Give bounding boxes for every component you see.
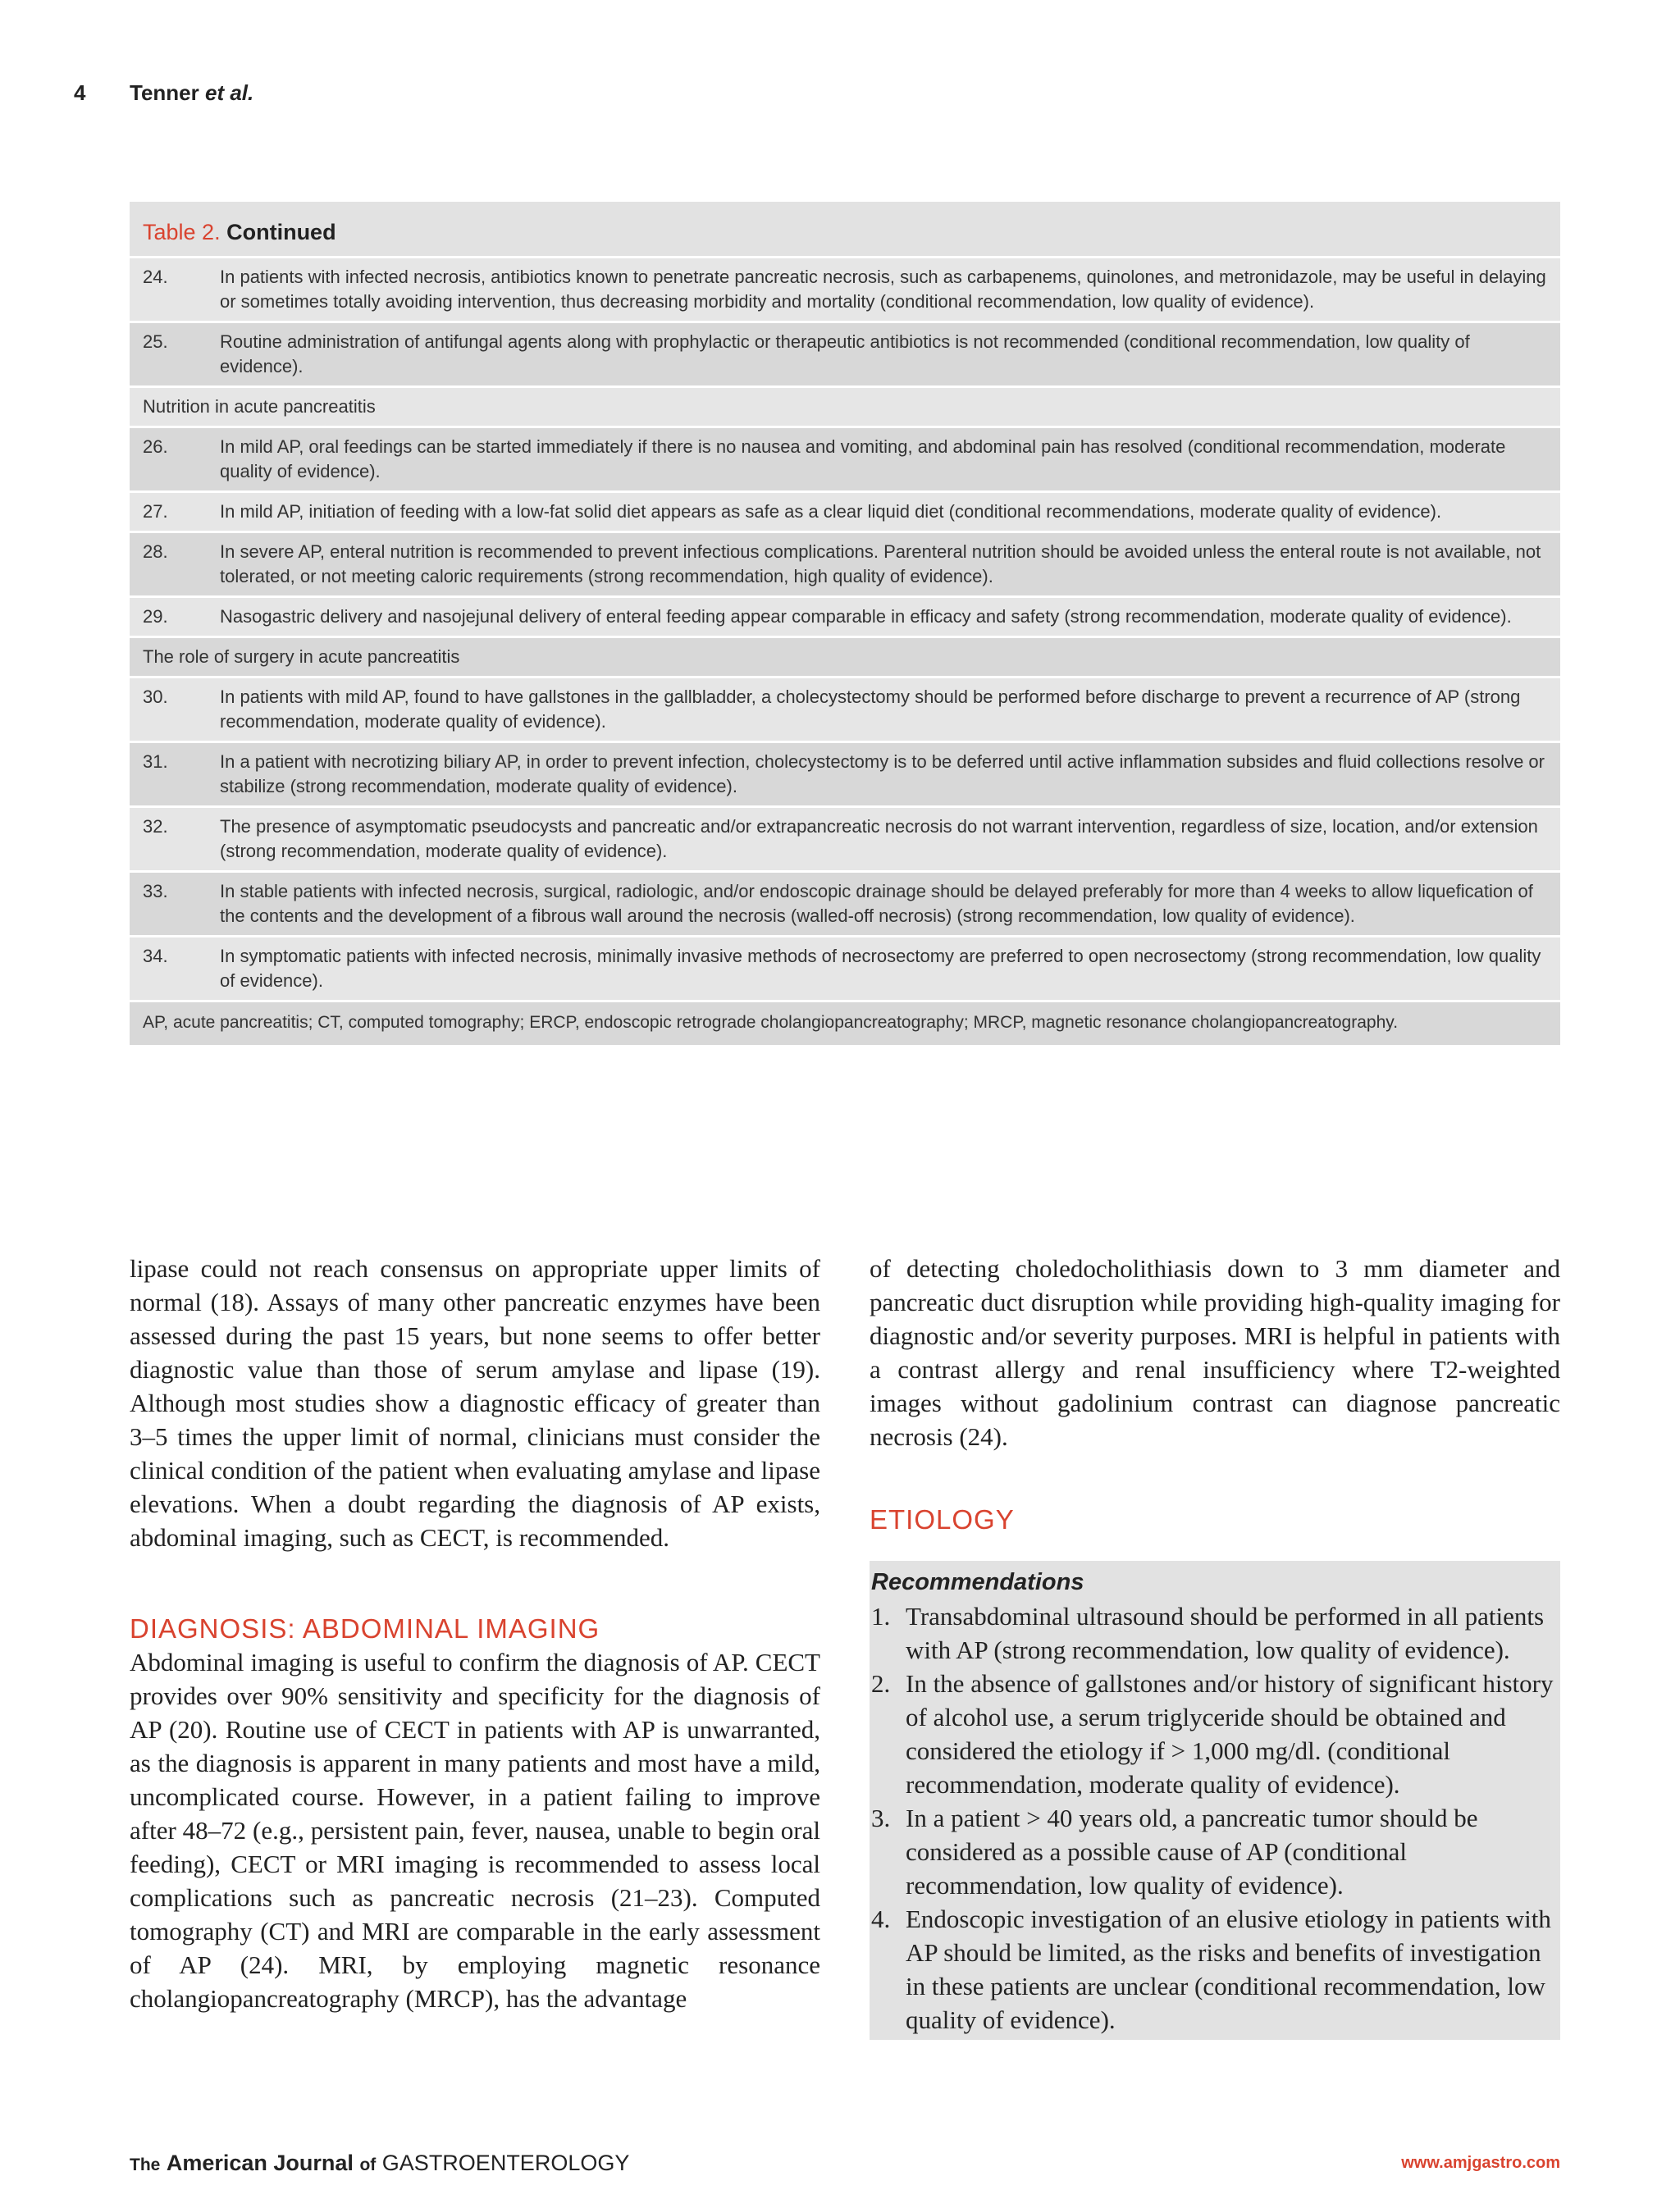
row-number: 28. — [143, 541, 168, 562]
item-text: Endoscopic investigation of an elusive etiology in patients with AP should be limited, as the risks and benefits of investigation in these patients are unclear (conditional recommendation, low quality of evidence). — [906, 1905, 1551, 2034]
table-row — [130, 595, 1560, 636]
row-text: In patients with infected necrosis, antibiotics known to penetrate pancreatic necrosis, such as carbapenems, quinolones, and metronidazole, may be useful in delaying or sometimes totally avoiding intervention, thus decreasing morbidity and mortality (conditional recommendation, low quality of evidence). — [220, 267, 1546, 312]
item-number: 2. — [871, 1669, 891, 1698]
recommendations-table — [130, 202, 1560, 1045]
table-label: Table 2. — [143, 220, 221, 244]
running-head — [74, 80, 253, 106]
left-column — [130, 1252, 820, 2015]
recommendations-box — [870, 1561, 1560, 2040]
table-section-heading: The role of surgery in acute pancreatitis — [130, 636, 1560, 676]
body-paragraph: lipase could not reach consensus on appropriate upper limits of normal (18). Assays of many other pancreatic enzymes have been assessed during the past 15 years, but none seems to offer better diagnostic value than those of serum amylase and lipase (19). Although most studies show a diagnostic efficacy of greater than 3–5 times the upper limit of normal, clinicians must consider the clinical condition of the patient when evaluating amylase and lipase elevations. When a doubt regarding the diagnosis of AP exists, abdominal imaging, such as CECT, is recommended. — [130, 1254, 820, 1552]
item-number: 3. — [871, 1804, 891, 1832]
table-row — [130, 426, 1560, 490]
list-item — [870, 1599, 1560, 1667]
table-row — [130, 741, 1560, 805]
item-number: 4. — [871, 1905, 891, 1933]
table-row — [130, 870, 1560, 935]
row-number: 24. — [143, 267, 168, 287]
table-row — [130, 256, 1560, 321]
right-column — [870, 1252, 1560, 2040]
row-text: The presence of asymptomatic pseudocysts and pancreatic and/or extrapancreatic necrosis do not warrant intervention, regardless of size, location, and/or extension (strong recommendation, moderate quality of evidence). — [220, 816, 1538, 861]
section-heading-etiology: ETIOLOGY — [870, 1504, 1015, 1535]
table-footnote: AP, acute pancreatitis; CT, computed tomography; ERCP, endoscopic retrograde cholangiopancreatography; MRCP, magnetic resonance cholangiopancreatography. — [130, 1000, 1560, 1045]
row-text: In mild AP, initiation of feeding with a low-fat solid diet appears as safe as a clear liquid diet (conditional recommendations, moderate quality of evidence). — [220, 501, 1442, 522]
row-text: In stable patients with infected necrosis, surgical, radiologic, and/or endoscopic drainage should be delayed preferably for more than 4 weeks to allow liquefication of the contents and the development of a fibrous wall around the necrosis (walled-off necrosis) (strong recommendation, low quality of evidence). — [220, 881, 1533, 926]
row-number: 26. — [143, 436, 168, 457]
table-row — [130, 490, 1560, 531]
row-number: 27. — [143, 501, 168, 522]
row-number: 25. — [143, 331, 168, 352]
table-caption — [130, 202, 1560, 256]
journal-of: of — [359, 2156, 377, 2174]
row-text: Nasogastric delivery and nasojejunal delivery of enteral feeding appear comparable in efficacy and safety (strong recommendation, moderate quality of evidence). — [220, 606, 1512, 627]
list-item — [870, 1667, 1560, 1801]
table-section-heading: Nutrition in acute pancreatitis — [130, 385, 1560, 426]
body-paragraph: Abdominal imaging is useful to confirm the diagnosis of AP. CECT provides over 90% sensitivity and specificity for the diagnosis of AP (20). Routine use of CECT in patients with AP is unwarranted, as the diagnosis is apparent in many patients and most have a mild, uncomplicated course. However, in a patient failing to improve after 48–72 (e.g., persistent pain, fever, nausea, unable to begin oral feeding), CECT or MRI imaging is recommended to assess local complications such as pancreatic necrosis (21–23). Computed tomography (CT) and MRI are comparable in the early assessment of AP (24). MRI, by employing magnetic resonance cholangiopancreatography (MRCP), has the advantage — [130, 1648, 820, 2013]
item-number: 1. — [871, 1602, 891, 1631]
journal-url[interactable]: www.amjgastro.com — [1401, 2154, 1560, 2172]
row-number: 33. — [143, 881, 168, 901]
item-text: In the absence of gallstones and/or history of significant history of alcohol use, a serum triglyceride should be obtained and considered the etiology if > 1,000 mg/dl. (conditional recommendation, moderate quality of evidence). — [906, 1669, 1554, 1799]
item-text: Transabdominal ultrasound should be performed in all patients with AP (strong recommendation, low quality of evidence). — [906, 1602, 1545, 1664]
list-item — [870, 1801, 1560, 1902]
row-number: 31. — [143, 751, 168, 772]
recommendations-list — [870, 1599, 1560, 2037]
author-name: Tenner — [130, 80, 199, 105]
section-heading-abdominal-imaging: DIAGNOSIS: ABDOMINAL IMAGING — [130, 1613, 600, 1644]
table-row — [130, 935, 1560, 1000]
table-row — [130, 805, 1560, 870]
row-text: Routine administration of antifungal agents along with prophylactic or therapeutic antibiotics is not recommended (conditional recommendation, low quality of evidence). — [220, 331, 1470, 376]
row-text: In symptomatic patients with infected necrosis, minimally invasive methods of necrosectomy are preferred to open necrosectomy (strong recommendation, low quality of evidence). — [220, 946, 1541, 991]
journal-name — [130, 2151, 629, 2176]
journal-american: American Journal — [166, 2151, 354, 2175]
table-row — [130, 321, 1560, 385]
body-paragraph: of detecting choledocholithiasis down to 3 mm diameter and pancreatic duct disruption while providing high-quality imaging for diagnostic and/or severity purposes. MRI is helpful in patients with a contrast allergy and renal insufficiency where T2-weighted images without gadolinium contrast can diagnose pancreatic necrosis (24). — [870, 1254, 1560, 1451]
row-number: 29. — [143, 606, 168, 627]
item-text: In a patient > 40 years old, a pancreatic tumor should be considered as a possible cause of AP (conditional recommendation, low quality of evidence). — [906, 1804, 1478, 1900]
journal-title: GASTROENTEROLOGY — [381, 2151, 630, 2175]
journal-the: The — [130, 2156, 161, 2174]
row-number: 30. — [143, 687, 168, 707]
row-text: In patients with mild AP, found to have gallstones in the gallbladder, a cholecystectomy should be performed before discharge to prevent a recurrence of AP (strong recommendation, moderate quality of evidence). — [220, 687, 1521, 732]
row-text: In mild AP, oral feedings can be started immediately if there is no nausea and vomiting, and abdominal pain has resolved (conditional recommendation, moderate quality of evidence). — [220, 436, 1506, 481]
page-number: 4 — [74, 80, 86, 105]
list-item — [870, 1902, 1560, 2037]
row-number: 34. — [143, 946, 168, 966]
row-number: 32. — [143, 816, 168, 837]
row-text: In severe AP, enteral nutrition is recommended to prevent infectious complications. Parenteral nutrition should be avoided unless the enteral route is not available, not tolerated, or not meeting caloric requirements (strong recommendation, high quality of evidence). — [220, 541, 1541, 586]
table-row — [130, 676, 1560, 741]
row-text: In a patient with necrotizing biliary AP, in order to prevent infection, cholecystectomy is to be deferred until active inflammation subsides and fluid collections resolve or stabilize (strong recommendation, moderate quality of evidence). — [220, 751, 1545, 796]
et-al: et al. — [205, 80, 254, 105]
recommendations-title: Recommendations — [871, 1569, 1084, 1595]
table-row — [130, 531, 1560, 595]
table-title: Continued — [226, 220, 336, 244]
